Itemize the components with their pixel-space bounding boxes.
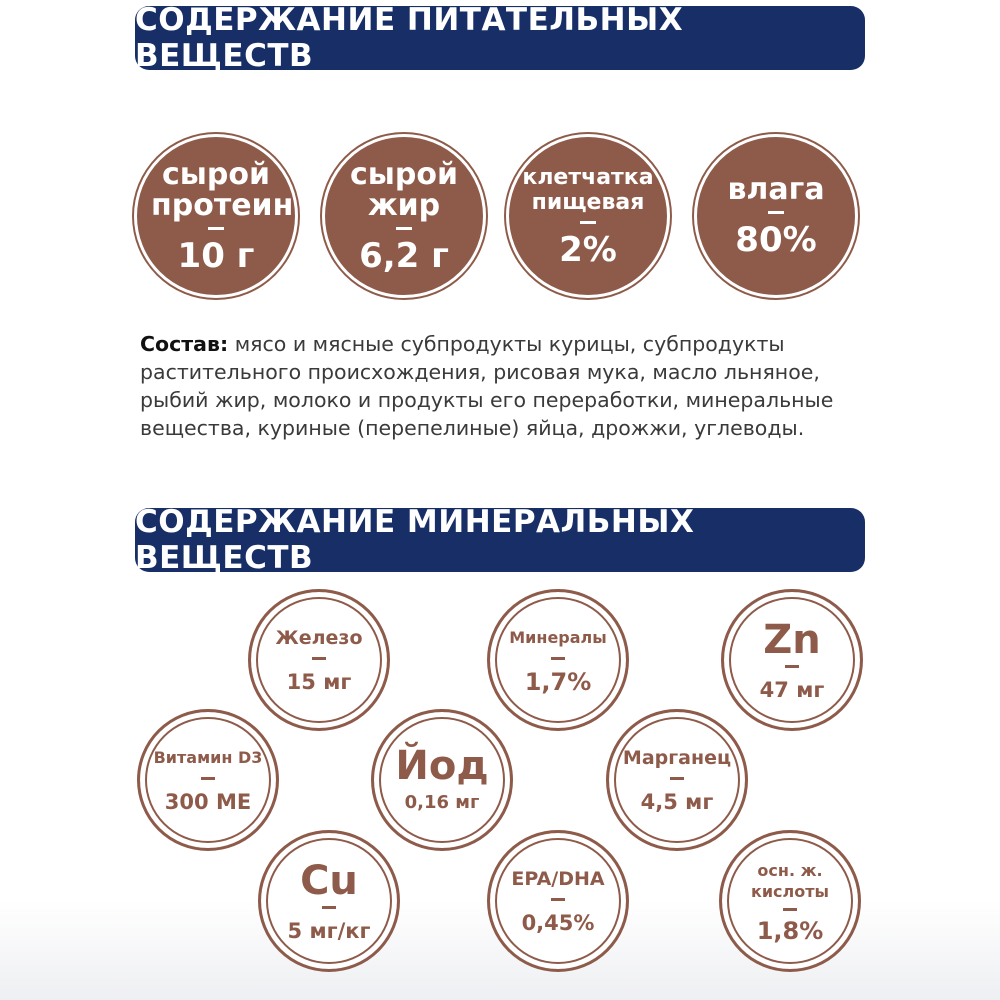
nutrient-label: клетчатка пищевая	[522, 164, 654, 215]
mineral-value: 1,8%	[756, 916, 824, 945]
dash	[551, 657, 565, 660]
mineral-label: Йод	[395, 743, 489, 789]
dash	[396, 227, 412, 230]
mineral-label: Витамин D3	[153, 747, 263, 767]
nutrient-value: 6,2 г	[359, 235, 449, 276]
nutrient-value: 80%	[735, 220, 817, 260]
mineral-label: Марганец	[622, 746, 732, 769]
mineral-label: Минералы	[509, 627, 607, 647]
mineral-label: EPA/DHA	[511, 867, 605, 890]
nutrient-value: 2%	[559, 229, 617, 270]
mineral-circle-minerals	[487, 589, 629, 731]
composition-label: Состав:	[140, 332, 229, 356]
mineral-circle-fatty-acids	[719, 830, 861, 972]
mineral-value: 300 МЕ	[164, 789, 252, 814]
nutrient-value: 10 г	[177, 235, 255, 276]
nutrient-circle-moisture	[694, 134, 858, 298]
mineral-circle-epa-dha	[487, 830, 629, 972]
mineral-label: Железо	[275, 626, 363, 649]
nutrient-label: сырой протеин	[151, 156, 294, 223]
nutrient-circle-protein	[134, 134, 298, 298]
mineral-label: Cu	[300, 857, 358, 904]
mineral-circle-copper	[258, 830, 400, 972]
mineral-value: 0,45%	[521, 910, 595, 935]
mineral-value: 5 мг/кг	[287, 918, 371, 943]
nutrient-circle-fat	[322, 134, 486, 298]
mineral-circle-vitamin-d3	[137, 709, 279, 851]
dash	[551, 898, 565, 901]
mineral-value: 15 мг	[286, 669, 352, 694]
nutrient-circle-fiber	[506, 134, 670, 298]
dash	[783, 908, 797, 911]
nutrient-label: влага	[727, 172, 825, 207]
dash	[785, 665, 799, 668]
dash	[208, 227, 224, 230]
mineral-value: 0,16 мг	[404, 792, 480, 813]
dash	[201, 777, 215, 780]
mineral-circle-zinc	[721, 589, 863, 731]
mineral-value: 4,5 мг	[640, 789, 714, 814]
dash	[768, 211, 784, 214]
mineral-value: 47 мг	[759, 677, 825, 702]
nutrient-label: сырой жир	[349, 156, 459, 223]
dash	[580, 221, 596, 224]
minerals-header: СОДЕРЖАНИЕ МИНЕРАЛЬНЫХ ВЕЩЕСТВ	[135, 508, 865, 572]
dash	[312, 657, 326, 660]
mineral-label: осн. ж. кислоты	[750, 860, 829, 901]
mineral-value: 1,7%	[524, 667, 592, 696]
nutrients-header: СОДЕРЖАНИЕ ПИТАТЕЛЬНЫХ ВЕЩЕСТВ	[135, 6, 865, 70]
mineral-label: Zn	[763, 616, 821, 663]
composition-body: мясо и мясные субпродукты курицы, субпродукты растительного происхождения, рисовая мука, масло льняное, рыбий жир, молоко и продукты его переработки, минеральные вещества, куриные (перепелиные) яйца, дрожжи, углеводы.	[140, 332, 834, 440]
mineral-circle-iron	[248, 589, 390, 731]
mineral-circle-manganese	[606, 709, 748, 851]
composition-text	[140, 330, 870, 442]
dash	[670, 777, 684, 780]
dash	[322, 906, 336, 909]
mineral-circle-iodine	[371, 709, 513, 851]
